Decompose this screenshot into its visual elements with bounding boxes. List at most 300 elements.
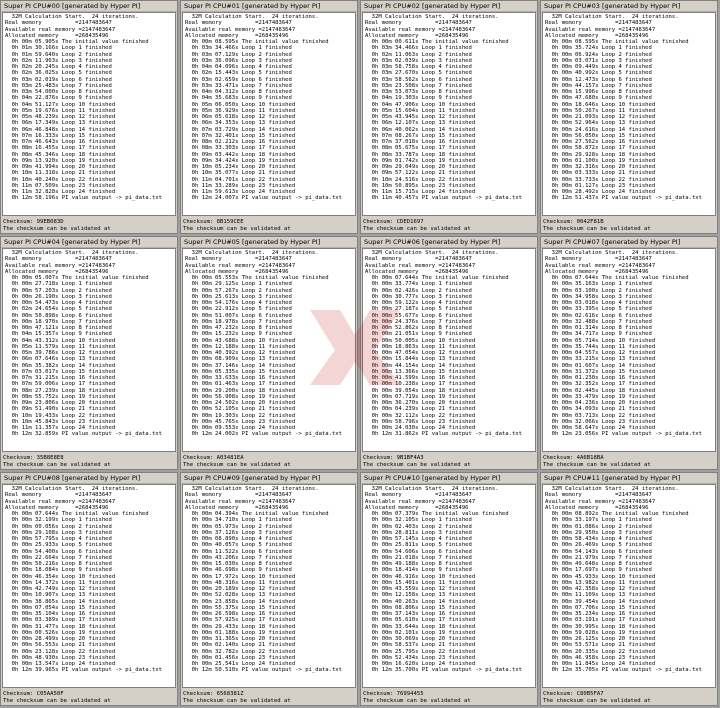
output-line: 0h 07m 03.729s Loop 14 finished <box>185 126 296 133</box>
output-line: 0h 03m 02.039s Loop 3 finished <box>365 57 472 64</box>
window-title[interactable]: Super PI CPU#05 [generated by Hyper PI] <box>181 237 357 248</box>
output-line: 0h 03m 33.471s Loop 7 finished <box>185 82 292 89</box>
output-line: 0h 00m 13.366s Loop 15 finished <box>365 368 476 375</box>
output-line: 0h 00m 15.996s Loop 8 finished <box>545 89 652 95</box>
output-pane[interactable] <box>542 248 716 452</box>
output-line: Allocated memory =268435496 <box>185 32 289 39</box>
output-line: Available real memory =2147483647 <box>5 26 116 33</box>
output-line: 0h 00m 41.599s Loop 16 finished <box>365 375 476 381</box>
output-line: 0h 05m 36.929s Loop 11 finished <box>185 107 296 114</box>
output-line: 0h 00m 43.688s Loop 10 finished <box>185 337 296 344</box>
output-line: 0h 00m 33.395s Loop 5 finished <box>545 306 652 313</box>
output-line: 0h 00m 33.479s Loop 19 finished <box>545 393 656 400</box>
output-line: 0h 08m 05.675s Loop 17 finished <box>365 145 476 152</box>
validated-text: The checksum can be validated at <box>543 462 651 468</box>
output-line: 0h 00m 02.445s Loop 18 finished <box>545 387 656 394</box>
output-line: 0h 00m 04.557s Loop 12 finished <box>545 350 656 356</box>
output-line: 0h 07m 16.333s Loop 15 finished <box>5 132 116 139</box>
output-line: 0h 00m 19.303s Loop 22 finished <box>185 412 296 419</box>
output-line: 0h 01m 30.166s Loop 1 finished <box>5 45 112 52</box>
output-line: 0h 12m 24.007s PI value output -> pi_data.txt <box>185 195 342 202</box>
output-line: 0h 00m 34.710s Loop 1 finished <box>185 517 292 524</box>
output-pane[interactable] <box>182 248 356 452</box>
output-line: 0h 01m 59.640s Loop 2 finished <box>5 51 112 58</box>
output-line: 0h 03m 02.659s Loop 6 finished <box>185 76 292 83</box>
validated-text: The checksum can be validated at <box>363 462 471 468</box>
checksum-area <box>363 219 535 233</box>
output-line: 0h 00m 01.463s Loop 17 finished <box>185 381 296 388</box>
output-line: 0h 00m 40.992s Loop 5 finished <box>545 70 652 77</box>
output-line: 0h 00m 01.086s Loop 2 finished <box>545 523 652 530</box>
output-line: 0h 00m 58.796s Loop 23 finished <box>365 418 476 425</box>
output-line: 0h 00m 05.714s Loop 10 finished <box>545 337 656 344</box>
output-line: 0h 06m 34.353s Loop 13 finished <box>185 120 296 127</box>
superpi-window[interactable] <box>0 236 178 470</box>
output-line: 0h 00m 39.454s Loop 14 finished <box>545 598 656 605</box>
output-line: 0h 00m 39.054s Loop 18 finished <box>365 387 476 394</box>
output-line: Available real memory =2147483647 <box>545 262 656 269</box>
output-lines <box>183 485 355 675</box>
output-line: 0h 00m 47.121s Loop 8 finished <box>5 325 112 331</box>
output-line: 0h 00m 30.777s Loop 3 finished <box>365 293 472 300</box>
output-line: 0h 05m 43.945s Loop 12 finished <box>365 114 476 120</box>
output-line: 0h 00m 29.108s Loop 3 finished <box>5 529 112 536</box>
output-line: 0h 00m 53.571s Loop 21 finished <box>545 642 656 649</box>
output-line: 0h 08m 27.239s Loop 18 finished <box>5 387 116 394</box>
output-line: 0h 11m 32.828s Loop 24 finished <box>5 189 116 195</box>
output-line: 0h 00m 12.473s Loop 6 finished <box>545 76 652 83</box>
superpi-window[interactable] <box>0 472 178 706</box>
output-line: 0h 11m 59.613s Loop 24 finished <box>185 189 296 195</box>
output-line: 0h 00m 07.719s Loop 19 finished <box>365 393 476 400</box>
output-line: 0h 12m 31.862s PI value output -> pi_data.txt <box>365 431 522 438</box>
output-line: 0h 03m 36.096s Loop 3 finished <box>185 57 292 64</box>
output-line: 0h 04m 43.312s Loop 10 finished <box>5 337 116 344</box>
superpi-window[interactable] <box>360 236 538 470</box>
checksum-area <box>183 691 355 705</box>
output-line: 0h 00m 56.050s Loop 15 finished <box>545 132 656 139</box>
output-line: 0h 00m 26.598s Loop 16 finished <box>185 611 296 617</box>
output-line: 0h 09m 41.994s Loop 20 finished <box>5 164 116 170</box>
output-line: 0h 00m 32.488s Loop 7 finished <box>545 318 652 325</box>
superpi-window[interactable] <box>540 236 718 470</box>
output-line: 0h 00m 58.872s Loop 17 finished <box>545 145 656 152</box>
output-line: 0h 00m 29.200s Loop 18 finished <box>185 387 296 394</box>
output-line: 0h 00m 35.163s Loop 1 finished <box>545 281 652 288</box>
superpi-window[interactable] <box>180 472 358 706</box>
output-line: 0h 03m 54.000s Loop 8 finished <box>5 89 112 95</box>
output-line: 0h 00m 55.375s Loop 15 finished <box>185 604 296 611</box>
output-line: 0h 00m 45.765s Loop 23 finished <box>185 418 296 425</box>
output-line: 0h 00m 49.188s Loop 8 finished <box>365 561 472 567</box>
output-line: 0h 04m 04.312s Loop 8 finished <box>185 89 292 95</box>
validated-text: The checksum can be validated at <box>183 462 291 468</box>
output-line: 0h 00m 09.449s Loop 4 finished <box>545 64 652 70</box>
output-line: 0h 04m 35.683s Loop 9 finished <box>185 95 292 102</box>
output-line: 0h 00m 08.595s The initial value finished <box>185 39 329 45</box>
output-line: 0h 00m 56.908s Loop 19 finished <box>185 393 296 400</box>
output-line: 0h 00m 23.858s Loop 14 finished <box>185 598 296 605</box>
output-line: 0h 00m 05.905s The initial value finished <box>5 39 149 45</box>
output-line: 0h 00m 38.865s Loop 14 finished <box>5 598 116 605</box>
output-line: 0h 00m 15.844s Loop 13 finished <box>365 356 476 363</box>
output-pane[interactable] <box>362 248 536 452</box>
output-line: 0h 00m 03.071s Loop 3 finished <box>545 57 652 64</box>
output-line: 0h 00m 03.333s Loop 21 finished <box>545 170 656 177</box>
output-line: 0h 00m 48.316s Loop 11 finished <box>185 579 296 586</box>
output-lines <box>183 13 355 203</box>
output-line: 0h 10m 50.895s Loop 23 finished <box>365 182 476 189</box>
window-title[interactable]: Super PI CPU#10 [generated by Hyper PI] <box>361 473 537 484</box>
output-pane[interactable] <box>2 484 176 688</box>
output-line: 0h 00m 34.958s Loop 3 finished <box>545 293 652 300</box>
output-line: 0h 05m 48.239s Loop 12 finished <box>5 114 116 120</box>
output-line: 0h 00m 52.105s Loop 21 finished <box>185 406 296 413</box>
checksum-text: Checksum: 99EB083D <box>3 219 64 225</box>
output-line: 0h 00m 50.005s Loop 10 finished <box>365 337 476 344</box>
output-line: 0h 00m 57.145s Loop 4 finished <box>365 536 472 542</box>
output-line: 0h 00m 05.553s The initial value finished <box>185 275 329 281</box>
output-line: 0h 02m 24.654s Loop 5 finished <box>5 306 112 313</box>
output-line: 0h 08m 02.212s Loop 16 finished <box>185 139 296 145</box>
output-line: 0h 00m 18.970s Loop 7 finished <box>5 318 112 325</box>
checksum-text: Checksum: C05AA50F <box>3 691 64 697</box>
validated-text: The checksum can be validated at <box>363 698 471 704</box>
output-line: 0h 00m 20.189s Loop 12 finished <box>185 586 296 592</box>
output-line: 0h 06m 40.062s Loop 14 finished <box>365 126 476 133</box>
output-line: 32M Calculation Start. 24 iterations. <box>365 14 499 20</box>
output-line: 32M Calculation Start. 24 iterations. <box>365 486 499 492</box>
output-line: 0h 00m 04.394s The initial value finished <box>185 511 329 517</box>
output-line: 0h 00m 42.358s Loop 12 finished <box>545 586 656 592</box>
output-line: 32M Calculation Start. 24 iterations. <box>185 250 319 256</box>
output-line: 0h 09m 51.490s Loop 21 finished <box>5 406 116 413</box>
output-line: 0h 00m 57.925s Loop 17 finished <box>185 617 296 624</box>
output-line: 0h 12m 24.002s PI value output -> pi_data.txt <box>185 431 342 438</box>
output-lines <box>363 249 535 439</box>
window-title[interactable]: Super PI CPU#02 [generated by Hyper PI] <box>361 1 537 12</box>
output-line: 0h 02m 15.443s Loop 5 finished <box>185 70 292 77</box>
output-line: 0h 04m 47.906s Loop 10 finished <box>365 101 476 108</box>
output-lines <box>3 249 175 439</box>
output-line: 0h 00m 11.845s Loop 24 finished <box>545 661 656 667</box>
window-title[interactable]: Super PI CPU#00 [generated by Hyper PI] <box>1 1 177 12</box>
output-line: Real memory =2147483647 <box>5 492 112 499</box>
output-line: 0h 09m 01.742s Loop 19 finished <box>365 157 476 164</box>
output-line: 0h 00m 47.680s Loop 9 finished <box>545 95 652 102</box>
output-line: 0h 00m 33.197s Loop 1 finished <box>545 517 652 524</box>
output-line: 0h 04m 19.303s Loop 9 finished <box>365 95 472 102</box>
checksum-text: Checksum: 8B159CEE <box>183 219 244 225</box>
validated-text: The checksum can be validated at <box>3 226 111 232</box>
output-line: 0h 00m 08.909s Loop 13 finished <box>185 356 296 363</box>
output-line: 0h 10m 35.077s Loop 21 finished <box>185 170 296 177</box>
output-line: 0h 09m 13.920s Loop 19 finished <box>5 157 116 164</box>
output-line: 0h 06m 35.382s Loop 14 finished <box>5 362 116 369</box>
output-pane[interactable] <box>2 12 176 216</box>
output-line: 0h 00m 01.100s Loop 19 finished <box>545 157 656 164</box>
output-line: 0h 00m 54.606s Loop 6 finished <box>365 548 472 555</box>
validated-text: The checksum can be validated at <box>3 462 111 468</box>
output-line: 0h 00m 50.898s Loop 6 finished <box>5 312 112 319</box>
output-line: 0h 00m 08.595s The initial value finished <box>545 39 689 45</box>
output-line: Allocated memory =268435496 <box>545 504 649 511</box>
output-pane[interactable] <box>182 484 356 688</box>
output-line: 0h 03m 07.129s Loop 2 finished <box>185 51 292 58</box>
output-line: 0h 06m 17.349s Loop 13 finished <box>5 120 116 127</box>
output-line: 0h 07m 37.018s Loop 16 finished <box>365 139 476 145</box>
output-lines <box>363 13 535 203</box>
output-line: 0h 12m 50.510s PI value output -> pi_data.txt <box>185 667 342 674</box>
output-line: 0h 07m 46.643s Loop 16 finished <box>5 139 116 145</box>
output-line: 0h 00m 50.267s Loop 11 finished <box>545 107 656 114</box>
output-line: 0h 00m 44.157s Loop 7 finished <box>545 82 652 89</box>
output-line: Real memory =2147483647 <box>5 256 112 263</box>
output-line: 0h 00m 32.112s Loop 22 finished <box>365 412 476 419</box>
output-line: 0h 10m 11.318s Loop 21 finished <box>5 170 116 177</box>
output-line: 0h 00m 18.646s Loop 10 finished <box>545 101 656 108</box>
output-line: 0h 00m 12.188s Loop 11 finished <box>185 343 296 350</box>
output-line: 0h 10m 45.843s Loop 23 finished <box>5 418 116 425</box>
superpi-window[interactable] <box>360 472 538 706</box>
output-line: 0h 11m 15.715s Loop 24 finished <box>365 189 476 195</box>
output-line: 0h 00m 37.143s Loop 16 finished <box>365 611 476 617</box>
output-line: 0h 00m 25.811s Loop 5 finished <box>365 542 472 549</box>
output-line: Available real memory =2147483647 <box>5 262 116 269</box>
output-line: 0h 00m 40.263s Loop 14 finished <box>365 598 476 605</box>
output-line: 0h 05m 39.786s Loop 12 finished <box>5 350 116 356</box>
checksum-area <box>3 455 175 469</box>
output-line: Allocated memory =268435496 <box>5 504 109 511</box>
output-line: 0h 06m 46.848s Loop 14 finished <box>5 126 116 133</box>
output-line: 0h 00m 05.973s Loop 2 finished <box>185 523 292 530</box>
output-pane[interactable] <box>182 12 356 216</box>
output-line: 0h 00m 56.553s Loop 21 finished <box>5 642 116 649</box>
window-title[interactable]: Super PI CPU#04 [generated by Hyper PI] <box>1 237 177 248</box>
superpi-window[interactable] <box>0 0 178 234</box>
output-line: 0h 00m 01.230s Loop 16 finished <box>545 375 656 381</box>
output-line: 0h 00m 16.620s Loop 24 finished <box>365 661 476 667</box>
output-line: 0h 00m 31.372s Loop 15 finished <box>545 368 656 375</box>
output-line: 0h 00m 18.863s Loop 11 finished <box>365 343 476 350</box>
output-line: 0h 00m 01.127s Loop 23 finished <box>545 182 656 189</box>
output-lines <box>3 13 175 203</box>
output-line: 0h 08m 16.455s Loop 17 finished <box>5 145 116 152</box>
output-line: 0h 00m 10.238s Loop 17 finished <box>365 381 476 388</box>
output-line: Available real memory =2147483647 <box>545 498 656 505</box>
output-lines <box>543 249 715 439</box>
validated-text: The checksum can be validated at <box>183 226 291 232</box>
output-line: 0h 00m 10.907s Loop 13 finished <box>5 592 116 599</box>
output-line: 0h 08m 55.752s Loop 19 finished <box>5 393 116 400</box>
output-line: 0h 06m 12.107s Loop 13 finished <box>365 120 476 127</box>
output-line: 0h 00m 02.426s Loop 2 finished <box>365 287 472 294</box>
output-line: Allocated memory =268435496 <box>545 268 649 275</box>
output-line: 0h 00m 26.469s Loop 5 finished <box>545 542 652 549</box>
output-line: Available real memory =2147483647 <box>545 26 656 33</box>
window-title[interactable]: Super PI CPU#06 [generated by Hyper PI] <box>361 237 537 248</box>
output-line: 0h 00m 30.995s Loop 18 finished <box>545 623 656 630</box>
output-line: 0h 00m 01.607s Loop 14 finished <box>545 362 656 369</box>
output-line: Allocated memory =268435496 <box>185 504 289 511</box>
output-line: 0h 00m 54.473s Loop 4 finished <box>5 300 112 306</box>
checksum-area <box>3 691 175 705</box>
output-line: 0h 00m 37.126s Loop 3 finished <box>185 529 292 536</box>
output-line: 0h 11m 33.289s Loop 23 finished <box>185 182 296 189</box>
output-line: 0h 00m 27.562s Loop 16 finished <box>545 139 656 145</box>
output-line: Allocated memory =268435496 <box>365 504 469 511</box>
superpi-window[interactable] <box>540 472 718 706</box>
output-line: 0h 02m 11.963s Loop 3 finished <box>5 57 112 64</box>
output-line: 0h 00m 15.030s Loop 8 finished <box>185 561 292 567</box>
output-line: 0h 00m 42.749s Loop 12 finished <box>5 586 116 592</box>
output-line: 0h 00m 57.203s Loop 2 finished <box>5 287 112 294</box>
output-line: 0h 00m 46.916s Loop 10 finished <box>365 573 476 580</box>
output-line: 0h 00m 07.644s The initial value finished <box>365 275 509 281</box>
output-line: 0h 03m 53.073s Loop 8 finished <box>365 89 472 95</box>
output-line: 0h 07m 32.401s Loop 15 finished <box>185 132 296 139</box>
output-line: 0h 00m 52.964s Loop 13 finished <box>545 120 656 127</box>
output-line: 0h 00m 20.335s Loop 22 finished <box>545 648 656 655</box>
output-line: 0h 00m 52.434s Loop 23 finished <box>365 654 476 661</box>
output-line: 0h 00m 25.541s Loop 24 finished <box>185 661 296 667</box>
output-line: 0h 00m 48.930s Loop 23 finished <box>5 654 116 661</box>
output-line: 0h 00m 25.795s Loop 22 finished <box>365 648 476 655</box>
superpi-window[interactable] <box>180 236 358 470</box>
output-line: 32M Calculation Start. 24 iterations. <box>545 486 679 492</box>
output-line: 0h 00m 43.559s Loop 12 finished <box>365 586 476 592</box>
output-line: 0h 12m 58.196s PI value output -> pi_data.txt <box>5 195 162 202</box>
output-line: 0h 02m 20.245s Loop 4 finished <box>5 64 112 70</box>
output-pane[interactable] <box>362 484 536 688</box>
window-title[interactable]: Super PI CPU#01 [generated by Hyper PI] <box>181 1 357 12</box>
superpi-window[interactable] <box>360 0 538 234</box>
output-pane[interactable] <box>2 248 176 452</box>
output-line: 32M Calculation Start. 24 iterations. <box>5 250 139 256</box>
output-line: Real memory =2147483647 <box>545 256 652 263</box>
output-line: 0h 06m 05.618s Loop 12 finished <box>185 114 296 120</box>
output-line: Allocated memory =268435496 <box>5 268 109 275</box>
checksum-text: Checksum: CDED1697 <box>363 219 424 225</box>
output-line: 0h 00m 09.553s Loop 24 finished <box>185 425 296 431</box>
output-line: Available real memory =2147483647 <box>185 498 296 505</box>
output-line: 0h 10m 24.516s Loop 22 finished <box>365 176 476 183</box>
output-line: 0h 00m 18.978s Loop 7 finished <box>185 318 292 325</box>
checksum-text: Checksum: 76994455 <box>363 691 424 697</box>
output-line: 0h 00m 35.234s Loop 16 finished <box>545 611 656 617</box>
output-line: 0h 00m 33.215s Loop 13 finished <box>545 356 656 363</box>
output-line: 0h 00m 57.267s Loop 2 finished <box>185 287 292 294</box>
output-line: Available real memory =2147483647 <box>365 262 476 269</box>
output-line: 32M Calculation Start. 24 iterations. <box>5 486 139 492</box>
output-line: 0h 00m 54.400s Loop 6 finished <box>5 548 112 555</box>
output-line: Available real memory =2147483647 <box>365 498 476 505</box>
output-line: 0h 00m 02.101s Loop 19 finished <box>365 629 476 636</box>
output-line: 0h 02m 36.025s Loop 5 finished <box>5 70 112 77</box>
output-line: Allocated memory =268435496 <box>365 268 469 275</box>
output-line: 0h 00m 58.434s Loop 4 finished <box>545 536 652 542</box>
output-line: 0h 00m 05.335s Loop 15 finished <box>185 368 296 375</box>
checksum-text: Checksum: 4A6B18BA <box>543 455 604 461</box>
window-title[interactable]: Super PI CPU#09 [generated by Hyper PI] <box>181 473 357 484</box>
output-line: Real memory =2147483647 <box>185 256 292 263</box>
window-title[interactable]: Super PI CPU#03 [generated by Hyper PI] <box>541 1 717 12</box>
output-pane[interactable] <box>362 12 536 216</box>
validated-text: The checksum can be validated at <box>183 698 291 704</box>
output-line: 0h 00m 50.216s Loop 8 finished <box>5 561 112 567</box>
output-line: 0h 00m 29.433s Loop 18 finished <box>185 623 296 630</box>
output-line: 0h 00m 07.644s The initial value finished <box>545 275 689 281</box>
output-pane[interactable] <box>542 12 716 216</box>
output-line: 0h 00m 29.928s Loop 18 finished <box>545 151 656 158</box>
output-line: 0h 00m 40.392s Loop 12 finished <box>185 350 296 356</box>
output-line: 0h 00m 17.697s Loop 9 finished <box>545 567 652 574</box>
checksum-area <box>543 219 715 233</box>
checksum-text: Checksum: 0042F81B <box>543 219 604 225</box>
output-line: 0h 00m 11.109s Loop 13 finished <box>545 592 656 599</box>
output-line: 0h 00m 51.007s Loop 6 finished <box>185 312 292 319</box>
output-line: 0h 00m 07.644s The initial value finished <box>5 511 149 517</box>
output-line: 0h 00m 25.613s Loop 3 finished <box>185 293 292 300</box>
window-title[interactable]: Super PI CPU#07 [generated by Hyper PI] <box>541 237 717 248</box>
output-line: 0h 00m 34.717s Loop 9 finished <box>545 331 652 338</box>
output-line: 0h 03m 34.466s Loop 1 finished <box>365 45 472 52</box>
output-line: 0h 00m 07.379s The initial value finished <box>365 511 509 517</box>
output-line: 0h 09m 23.806s Loop 20 finished <box>5 400 116 406</box>
output-line: 0h 00m 27.187s Loop 5 finished <box>365 306 472 313</box>
output-line: 0h 03m 25.483s Loop 7 finished <box>5 82 112 89</box>
output-line: 0h 09m 34.424s Loop 19 finished <box>185 157 296 164</box>
output-line: 0h 11m 11.357s Loop 24 finished <box>5 425 116 431</box>
output-line: 0h 05m 15.604s Loop 11 finished <box>365 107 476 114</box>
output-line: 0h 02m 11.063s Loop 2 finished <box>365 51 472 58</box>
output-line: 0h 12m 39.965s PI value output -> pi_data.txt <box>5 667 162 674</box>
output-line: 0h 00m 13.982s Loop 11 finished <box>545 579 656 586</box>
output-line: 0h 00m 18.414s Loop 9 finished <box>365 567 472 574</box>
output-line: 0h 00m 07.054s Loop 15 finished <box>5 604 116 611</box>
superpi-window[interactable] <box>540 0 718 234</box>
output-line: Available real memory =2147483647 <box>5 498 116 505</box>
output-line: 0h 00m 32.782s Loop 22 finished <box>185 648 296 655</box>
output-line: 0h 00m 32.066s Loop 23 finished <box>545 418 656 425</box>
output-line: 0h 00m 46.354s Loop 10 finished <box>5 573 116 580</box>
output-line: 0h 00m 59.122s Loop 4 finished <box>365 300 472 306</box>
output-line: 0h 00m 21.979s Loop 7 finished <box>545 554 652 561</box>
checksum-text: Checksum: 6568381Z <box>183 691 244 697</box>
output-line: 0h 00m 21.051s Loop 9 finished <box>365 331 472 338</box>
output-line: 0h 00m 03.713s Loop 22 finished <box>545 412 656 419</box>
window-title[interactable]: Super PI CPU#08 [generated by Hyper PI] <box>1 473 177 484</box>
output-lines <box>3 485 175 675</box>
output-line: 0h 05m 11.579s Loop 11 finished <box>5 343 116 350</box>
output-pane[interactable] <box>542 484 716 688</box>
output-line: 0h 00m 30.069s Loop 20 finished <box>365 636 476 642</box>
output-line: 0h 00m 52.862s Loop 8 finished <box>365 325 472 331</box>
checksum-area <box>543 691 715 705</box>
output-line: 32M Calculation Start. 24 iterations. <box>185 14 319 20</box>
output-line: 0h 00m 02.616s Loop 6 finished <box>545 312 652 319</box>
output-line: 0h 04m 15.357s Loop 9 finished <box>5 331 112 338</box>
checksum-text: Checksum: 9B1BF4A3 <box>363 455 424 461</box>
output-line: 0h 09m 29.049s Loop 20 finished <box>365 164 476 170</box>
superpi-window[interactable] <box>180 0 358 234</box>
output-lines <box>363 485 535 675</box>
output-line: Real memory =2147483647 <box>545 20 652 27</box>
output-line: 0h 10m 05.234s Loop 20 finished <box>185 164 296 170</box>
output-line: 0h 07m 31.215s Loop 16 finished <box>5 375 116 381</box>
output-line: 0h 00m 00.611s The initial value finished <box>365 39 509 45</box>
window-title[interactable]: Super PI CPU#11 [generated by Hyper PI] <box>541 473 717 484</box>
